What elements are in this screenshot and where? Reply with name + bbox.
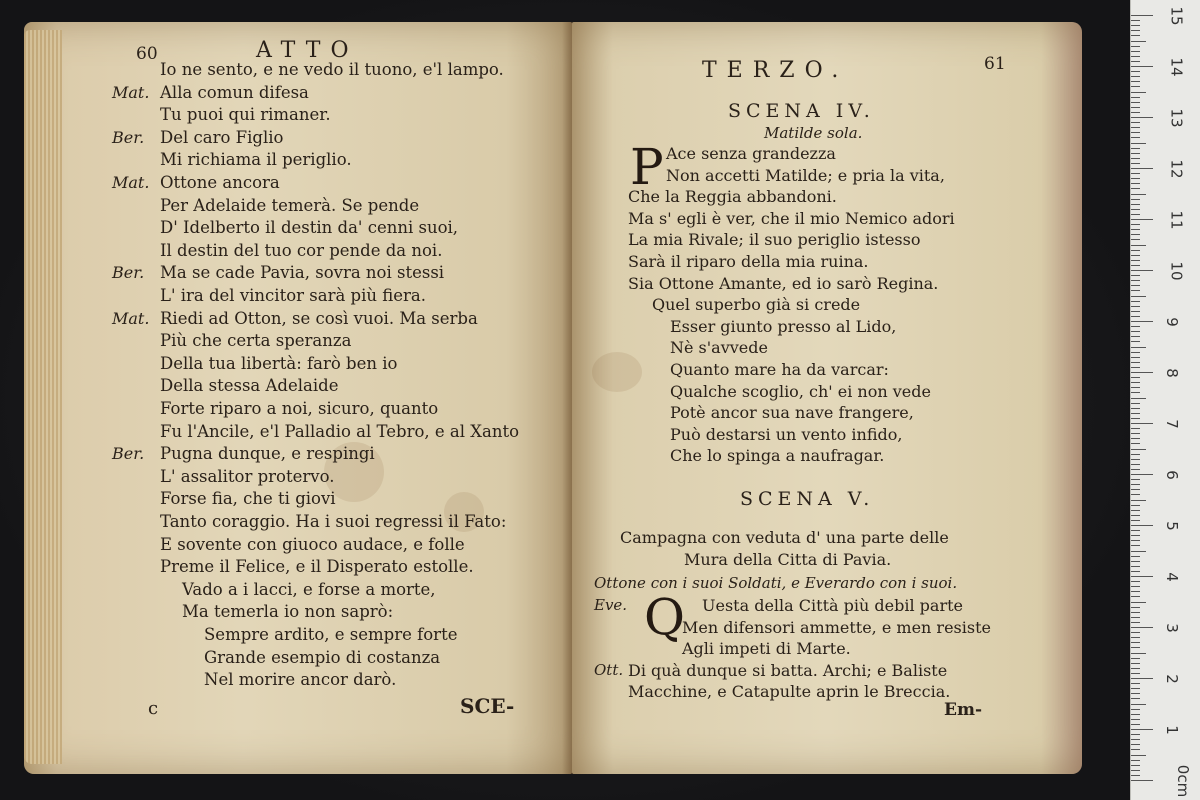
catchword: Em- — [944, 700, 983, 720]
ruler-tick — [1131, 153, 1140, 154]
ruler-tick — [1131, 459, 1140, 460]
ruler-tick — [1131, 449, 1146, 450]
ruler-tick — [1131, 127, 1140, 128]
ruler-tick — [1131, 576, 1153, 577]
verse-line: Non accetti Matilde; e pria la vita, — [666, 165, 945, 185]
ruler-tick — [1131, 617, 1140, 618]
verse-line: Men difensori ammette, e men resiste — [682, 617, 991, 637]
ruler-tick — [1131, 239, 1140, 240]
ruler-tick — [1131, 214, 1140, 215]
ruler-tick — [1131, 392, 1140, 393]
ruler-tick — [1131, 775, 1140, 776]
ruler-tick — [1131, 525, 1153, 526]
ruler-tick — [1131, 535, 1140, 536]
ruler-tick — [1131, 627, 1153, 628]
ruler-tick — [1131, 709, 1140, 710]
ruler-tick — [1131, 316, 1140, 317]
ruler-tick — [1131, 290, 1140, 291]
verse-line: Quel superbo già si crede — [652, 295, 861, 315]
scene-iv-title: SCENA IV. — [728, 100, 875, 122]
verse-line: E sovente con giuoco audace, e folle — [160, 534, 465, 554]
ruler-tick — [1131, 586, 1140, 587]
ruler-tick — [1131, 137, 1140, 138]
open-book — [24, 22, 1082, 774]
ruler-tick — [1131, 229, 1140, 230]
ruler-tick — [1131, 693, 1140, 694]
scene-iv-subtitle: Matilde sola. — [764, 124, 863, 142]
page-number: 61 — [984, 54, 1006, 74]
ruler-tick — [1131, 540, 1140, 541]
verse-line: Riedi ad Otton, se così vuoi. Ma serba — [160, 308, 478, 328]
verse-line: Quanto mare ha da varcar: — [670, 360, 889, 379]
ruler-tick — [1131, 505, 1140, 506]
ruler-tick — [1131, 260, 1140, 261]
ruler-tick — [1131, 352, 1140, 353]
verse-line: Di quà dunque si batta. Archi; e Baliste — [628, 660, 948, 680]
ruler-tick — [1131, 408, 1140, 409]
ruler-label: 9 — [1162, 317, 1181, 327]
verse-line: Per Adelaide temerà. Se pende — [160, 195, 420, 215]
verse-line: Il destin del tuo cor pende da noi. — [160, 240, 443, 260]
scene-v-setting-2: Mura della Citta di Pavia. — [684, 550, 892, 569]
ruler-tick — [1131, 301, 1140, 302]
verse-line: Sarà il riparo della mia ruina. — [628, 252, 869, 271]
verse-line: Della stessa Adelaide — [160, 376, 339, 396]
ruler-label: 11 — [1167, 210, 1186, 230]
ruler-tick — [1131, 71, 1140, 72]
measurement-ruler — [1130, 0, 1200, 800]
ruler-tick — [1131, 678, 1153, 679]
ruler-tick — [1131, 265, 1140, 266]
verse-line: Pugna dunque, e respingi — [160, 444, 375, 464]
ruler-tick — [1131, 428, 1140, 429]
ruler-tick — [1131, 484, 1140, 485]
ruler-tick — [1131, 30, 1140, 31]
catchword: SCE- — [460, 694, 515, 718]
ruler-tick — [1131, 270, 1153, 271]
ruler-tick — [1131, 219, 1153, 220]
ruler-tick — [1131, 734, 1140, 735]
ruler-tick — [1131, 663, 1140, 664]
ruler-tick — [1131, 234, 1140, 235]
ruler-tick — [1131, 551, 1146, 552]
ruler-tick — [1131, 321, 1153, 322]
ruler-tick — [1131, 382, 1140, 383]
ruler-label: 4 — [1162, 572, 1181, 582]
verse-line: Alla comun difesa — [160, 82, 309, 102]
verse-line: Vado a i lacci, e forse a morte, — [182, 579, 436, 599]
ruler-tick — [1131, 647, 1140, 648]
ruler-tick — [1131, 158, 1140, 159]
verse-line: Mi richiama il periglio. — [160, 150, 352, 170]
ruler-tick — [1131, 760, 1140, 761]
ruler-tick — [1131, 612, 1140, 613]
ruler-tick — [1131, 326, 1140, 327]
ruler-tick — [1131, 377, 1140, 378]
ruler-tick — [1131, 724, 1140, 725]
ruler-tick — [1131, 306, 1140, 307]
ruler-tick — [1131, 117, 1153, 118]
ruler-tick — [1131, 566, 1140, 567]
speaker-label: Ber. — [112, 263, 145, 283]
verse-line: Io ne sento, e ne vedo il tuono, e'l lampo. — [160, 60, 504, 79]
ruler-tick — [1131, 403, 1140, 404]
ruler-tick — [1131, 596, 1140, 597]
page-edges — [24, 30, 62, 764]
ruler-tick — [1131, 719, 1140, 720]
verse-line: Sia Ottone Amante, ed io sarò Regina. — [628, 273, 939, 293]
ruler-label: 1 — [1162, 725, 1181, 735]
ruler-tick — [1131, 41, 1146, 42]
ruler-tick — [1131, 443, 1140, 444]
ruler-tick — [1131, 494, 1140, 495]
ruler-tick — [1131, 112, 1140, 113]
ruler-tick — [1131, 97, 1140, 98]
ruler-tick — [1131, 545, 1140, 546]
verse-line: D' Idelberto il destin da' cenni suoi, — [160, 218, 459, 238]
ruler-tick — [1131, 250, 1140, 251]
ruler-tick — [1131, 331, 1140, 332]
ruler-tick — [1131, 642, 1140, 643]
verse-line: Macchine, e Catapulte aprin le Breccia. — [628, 682, 951, 702]
ink-stain — [592, 352, 642, 392]
ruler-label: 8 — [1162, 368, 1181, 378]
ruler-tick — [1131, 387, 1140, 388]
ruler-tick — [1131, 173, 1140, 174]
ruler-tick — [1131, 362, 1140, 363]
ruler-tick — [1131, 755, 1146, 756]
ruler-tick — [1131, 423, 1153, 424]
ruler-tick — [1131, 132, 1140, 133]
ruler-tick — [1131, 168, 1153, 169]
ruler-tick — [1131, 163, 1140, 164]
verse-line: Ace senza grandezza — [666, 144, 836, 163]
verse-line: L' ira del vincitor sarà più fiera. — [160, 286, 426, 305]
ruler-tick — [1131, 280, 1140, 281]
ruler-tick — [1131, 35, 1140, 36]
ruler-tick — [1131, 433, 1140, 434]
ruler-tick — [1131, 622, 1140, 623]
verse-line: Forte riparo a noi, sicuro, quanto — [160, 399, 439, 418]
ruler-tick — [1131, 632, 1140, 633]
ruler-tick — [1131, 178, 1140, 179]
verse-line: Nel morire ancor darò. — [204, 670, 397, 690]
speaker-label: Ott. — [594, 660, 624, 679]
verse-line: Potè ancor sua nave frangere, — [670, 403, 914, 423]
ruler-tick — [1131, 698, 1140, 699]
right-page — [572, 22, 1082, 774]
ruler-tick — [1131, 46, 1140, 47]
ruler-tick — [1131, 92, 1146, 93]
verse-line: Ma temerla io non saprò: — [182, 602, 394, 622]
verse-line: Preme il Felice, e il Disperato estolle. — [160, 557, 474, 577]
verse-line: Può destarsi un vento infido, — [670, 424, 903, 444]
ruler-tick — [1131, 413, 1140, 414]
ruler-tick — [1131, 556, 1140, 557]
verse-line: Che lo spinga a naufragar. — [670, 446, 885, 466]
ruler-tick — [1131, 372, 1153, 373]
speaker-label: Ber. — [112, 127, 145, 147]
signature-mark: c — [148, 698, 159, 719]
ruler-tick — [1131, 658, 1140, 659]
ruler-tick — [1131, 683, 1140, 684]
ruler-tick — [1131, 602, 1146, 603]
scene-v-characters: Ottone con i suoi Soldati, e Everardo con i suoi. — [594, 574, 958, 592]
verse-line: Più che certa speranza — [160, 331, 352, 351]
ruler-tick — [1131, 194, 1146, 195]
ruler-tick — [1131, 668, 1140, 669]
ruler-tick — [1131, 744, 1140, 745]
ruler-tick — [1131, 224, 1140, 225]
ruler-tick — [1131, 571, 1140, 572]
verse-line: Che la Reggia abbandoni. — [628, 187, 837, 207]
ruler-label: 14 — [1167, 57, 1186, 77]
verse-line: La mia Rivale; il suo periglio istesso — [628, 230, 921, 250]
ruler-tick — [1131, 500, 1146, 501]
ruler-label: 10 — [1167, 261, 1186, 281]
verse-line: Forse fia, che ti giovi — [160, 489, 336, 509]
verse-line: Ma s' egli è ver, che il mio Nemico adori — [628, 208, 955, 228]
verse-line: Ottone ancora — [160, 173, 280, 192]
ruler-tick — [1131, 489, 1140, 490]
ruler-label: 5 — [1162, 521, 1181, 531]
ruler-tick — [1131, 714, 1140, 715]
dropcap-p: P — [630, 138, 664, 196]
ruler-tick — [1131, 148, 1140, 149]
verse-line: Tanto coraggio. Ha i suoi regressi il Fato: — [160, 512, 507, 531]
ruler-tick — [1131, 515, 1140, 516]
speaker-label: Mat. — [112, 308, 150, 328]
verse-line: Sempre ardito, e sempre forte — [204, 625, 458, 644]
verse-line: Qualche scoglio, ch' ei non vede — [670, 381, 931, 401]
ruler-tick — [1131, 204, 1140, 205]
ruler-label: 2 — [1162, 674, 1181, 684]
ruler-tick — [1131, 653, 1146, 654]
ruler-tick — [1131, 474, 1153, 475]
ruler-tick — [1131, 637, 1140, 638]
ruler-tick — [1131, 469, 1140, 470]
verse-line: Uesta della Città più debil parte — [702, 596, 963, 615]
ruler-tick — [1131, 20, 1140, 21]
scene-v-title: SCENA V. — [740, 488, 875, 510]
ruler-tick — [1131, 749, 1140, 750]
ruler-label: 6 — [1162, 470, 1181, 480]
verse-line: Esser giunto presso al Lido, — [670, 316, 897, 336]
ruler-tick — [1131, 86, 1140, 87]
ruler-tick — [1131, 704, 1146, 705]
ruler-label: 0cm — [1174, 764, 1193, 798]
ruler-tick — [1131, 336, 1140, 337]
ruler-tick — [1131, 765, 1140, 766]
ruler-tick — [1131, 188, 1140, 189]
ruler-tick — [1131, 341, 1140, 342]
ruler-tick — [1131, 464, 1140, 465]
ruler-tick — [1131, 25, 1140, 26]
ruler-tick — [1131, 438, 1140, 439]
ruler-tick — [1131, 739, 1140, 740]
ruler-tick — [1131, 122, 1140, 123]
ruler-tick — [1131, 15, 1153, 16]
scene-v-setting-1: Campagna con veduta d' una parte delle — [620, 528, 949, 547]
ruler-tick — [1131, 311, 1140, 312]
ruler-tick — [1131, 209, 1140, 210]
page-number: 60 — [136, 44, 158, 64]
running-header: TERZO. — [702, 58, 849, 83]
ruler-label: 13 — [1167, 108, 1186, 128]
verse-line: L' assalitor protervo. — [160, 466, 335, 486]
ruler-tick — [1131, 530, 1140, 531]
verse-line: Ma se cade Pavia, sovra noi stessi — [160, 263, 445, 283]
ruler-tick — [1131, 56, 1140, 57]
ruler-tick — [1131, 255, 1140, 256]
ruler-tick — [1131, 398, 1146, 399]
ruler-tick — [1131, 347, 1146, 348]
ruler-tick — [1131, 245, 1146, 246]
speaker-label: Mat. — [112, 173, 150, 192]
speaker-label: Mat. — [112, 82, 150, 102]
ruler-tick — [1131, 510, 1140, 511]
ruler-tick — [1131, 688, 1140, 689]
ruler-tick — [1131, 561, 1140, 562]
ruler-tick — [1131, 183, 1140, 184]
ruler-tick — [1131, 285, 1140, 286]
speaker-label: Ber. — [112, 444, 145, 464]
verse-line: Del caro Figlio — [160, 127, 284, 147]
verse-line: Fu l'Ancile, e'l Palladio al Tebro, e al Xanto — [160, 421, 520, 441]
verse-line: Grande esempio di costanza — [204, 647, 441, 667]
ruler-tick — [1131, 591, 1140, 592]
ruler-label: 3 — [1162, 623, 1181, 633]
ruler-tick — [1131, 607, 1140, 608]
ruler-tick — [1131, 479, 1140, 480]
ruler-label: 15 — [1167, 6, 1186, 26]
ruler-tick — [1131, 61, 1140, 62]
ruler-tick — [1131, 770, 1140, 771]
dropcap-q: Q — [644, 588, 685, 646]
ruler-label: 12 — [1167, 159, 1186, 179]
ruler-tick — [1131, 275, 1140, 276]
ruler-tick — [1131, 107, 1140, 108]
ruler-tick — [1131, 367, 1140, 368]
ruler-tick — [1131, 581, 1140, 582]
verse-line: Nè s'avvede — [670, 338, 768, 358]
ruler-tick — [1131, 729, 1153, 730]
ruler-tick — [1131, 357, 1140, 358]
ruler-tick — [1131, 418, 1140, 419]
verse-line: Della tua libertà: farò ben io — [160, 353, 398, 373]
ruler-tick — [1131, 81, 1140, 82]
ruler-tick — [1131, 76, 1140, 77]
verse-line: Agli impeti di Marte. — [682, 639, 851, 659]
ruler-tick — [1131, 673, 1140, 674]
ruler-tick — [1131, 780, 1153, 781]
ruler-tick — [1131, 296, 1146, 297]
ruler-tick — [1131, 199, 1140, 200]
left-page — [24, 22, 572, 774]
ruler-tick — [1131, 520, 1140, 521]
ruler-tick — [1131, 66, 1153, 67]
ruler-tick — [1131, 102, 1140, 103]
ruler-tick — [1131, 51, 1140, 52]
running-header: ATTO — [256, 38, 359, 63]
verse-line: Tu puoi qui rimaner. — [160, 105, 331, 125]
speaker-label: Eve. — [594, 596, 628, 614]
ruler-tick — [1131, 454, 1140, 455]
ruler-label: 7 — [1162, 419, 1181, 429]
ruler-tick — [1131, 143, 1146, 144]
